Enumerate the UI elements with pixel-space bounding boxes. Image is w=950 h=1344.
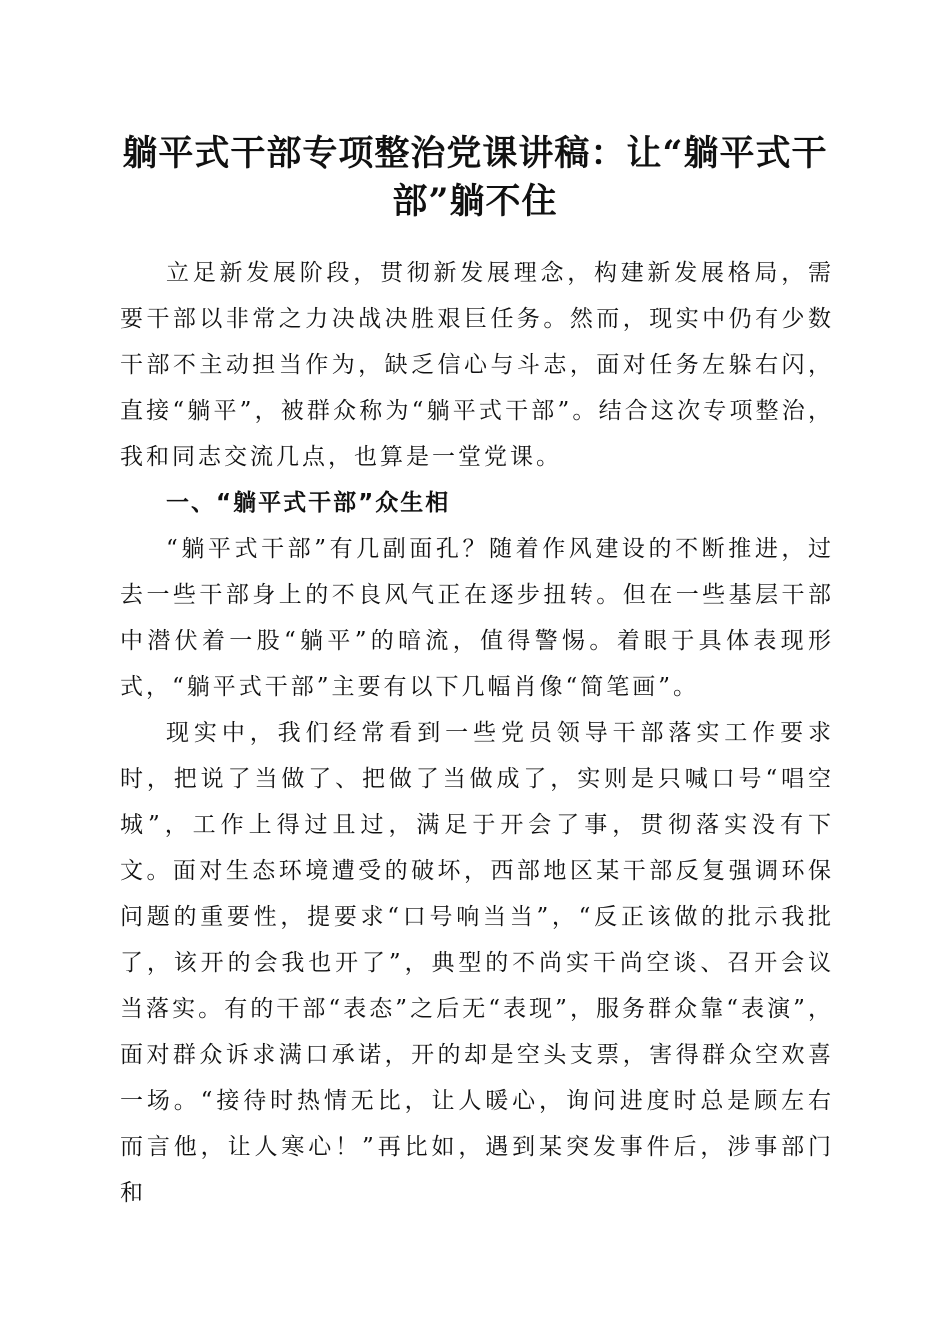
section-heading: 一、“躺平式干部”众生相 xyxy=(166,490,451,516)
section-paragraph: “躺平式干部”有几副面孔？随着作风建设的不断推进，过去一些干部身上的不良风气正在逐步扭转。但在一些基层干部中潜伏着一股“躺平”的暗流，值得警惕。着眼于具体表现形式，“躺平式干部”主要有以下几幅肖像“简笔画”。 xyxy=(120,536,834,700)
section-paragraph: 现实中，我们经常看到一些党员领导干部落实工作要求时，把说了当做了、把做了当做成了，实则是只喊口号“唱空城”，工作上得过且过，满足于开会了事，贯彻落实没有下文。面对生态环境遭受的破坏，西部地区某干部反复强调环保问题的重要性，提要求“口号响当当”，“反正该做的批示我批了，该开的会我也开了”，典型的不尚实干尚空谈、召开会议当落实。有的干部“表态”之后无“表现”，服务群众靠“表演”，面对群众诉求满口承诺，开的却是空头支票，害得群众空欢喜一场。“接待时热情无比，让人暖心，询问进度时总是顾左右而言他，让人寒心！”再比如，遇到某突发事件后，涉事部门和 xyxy=(120,720,834,1206)
document-title: 躺平式干部专项整治党课讲稿：让“躺平式干部”躺不住 xyxy=(122,133,828,222)
intro-paragraph: 立足新发展阶段，贯彻新发展理念，构建新发展格局，需要干部以非常之力决战决胜艰巨任务。然而，现实中仍有少数干部不主动担当作为，缺乏信心与斗志，面对任务左躲右闪，直接“躺平”，被群众称为“躺平式干部”。结合这次专项整治，我和同志交流几点，也算是一堂党课。 xyxy=(120,260,834,470)
document-body xyxy=(120,250,834,1216)
